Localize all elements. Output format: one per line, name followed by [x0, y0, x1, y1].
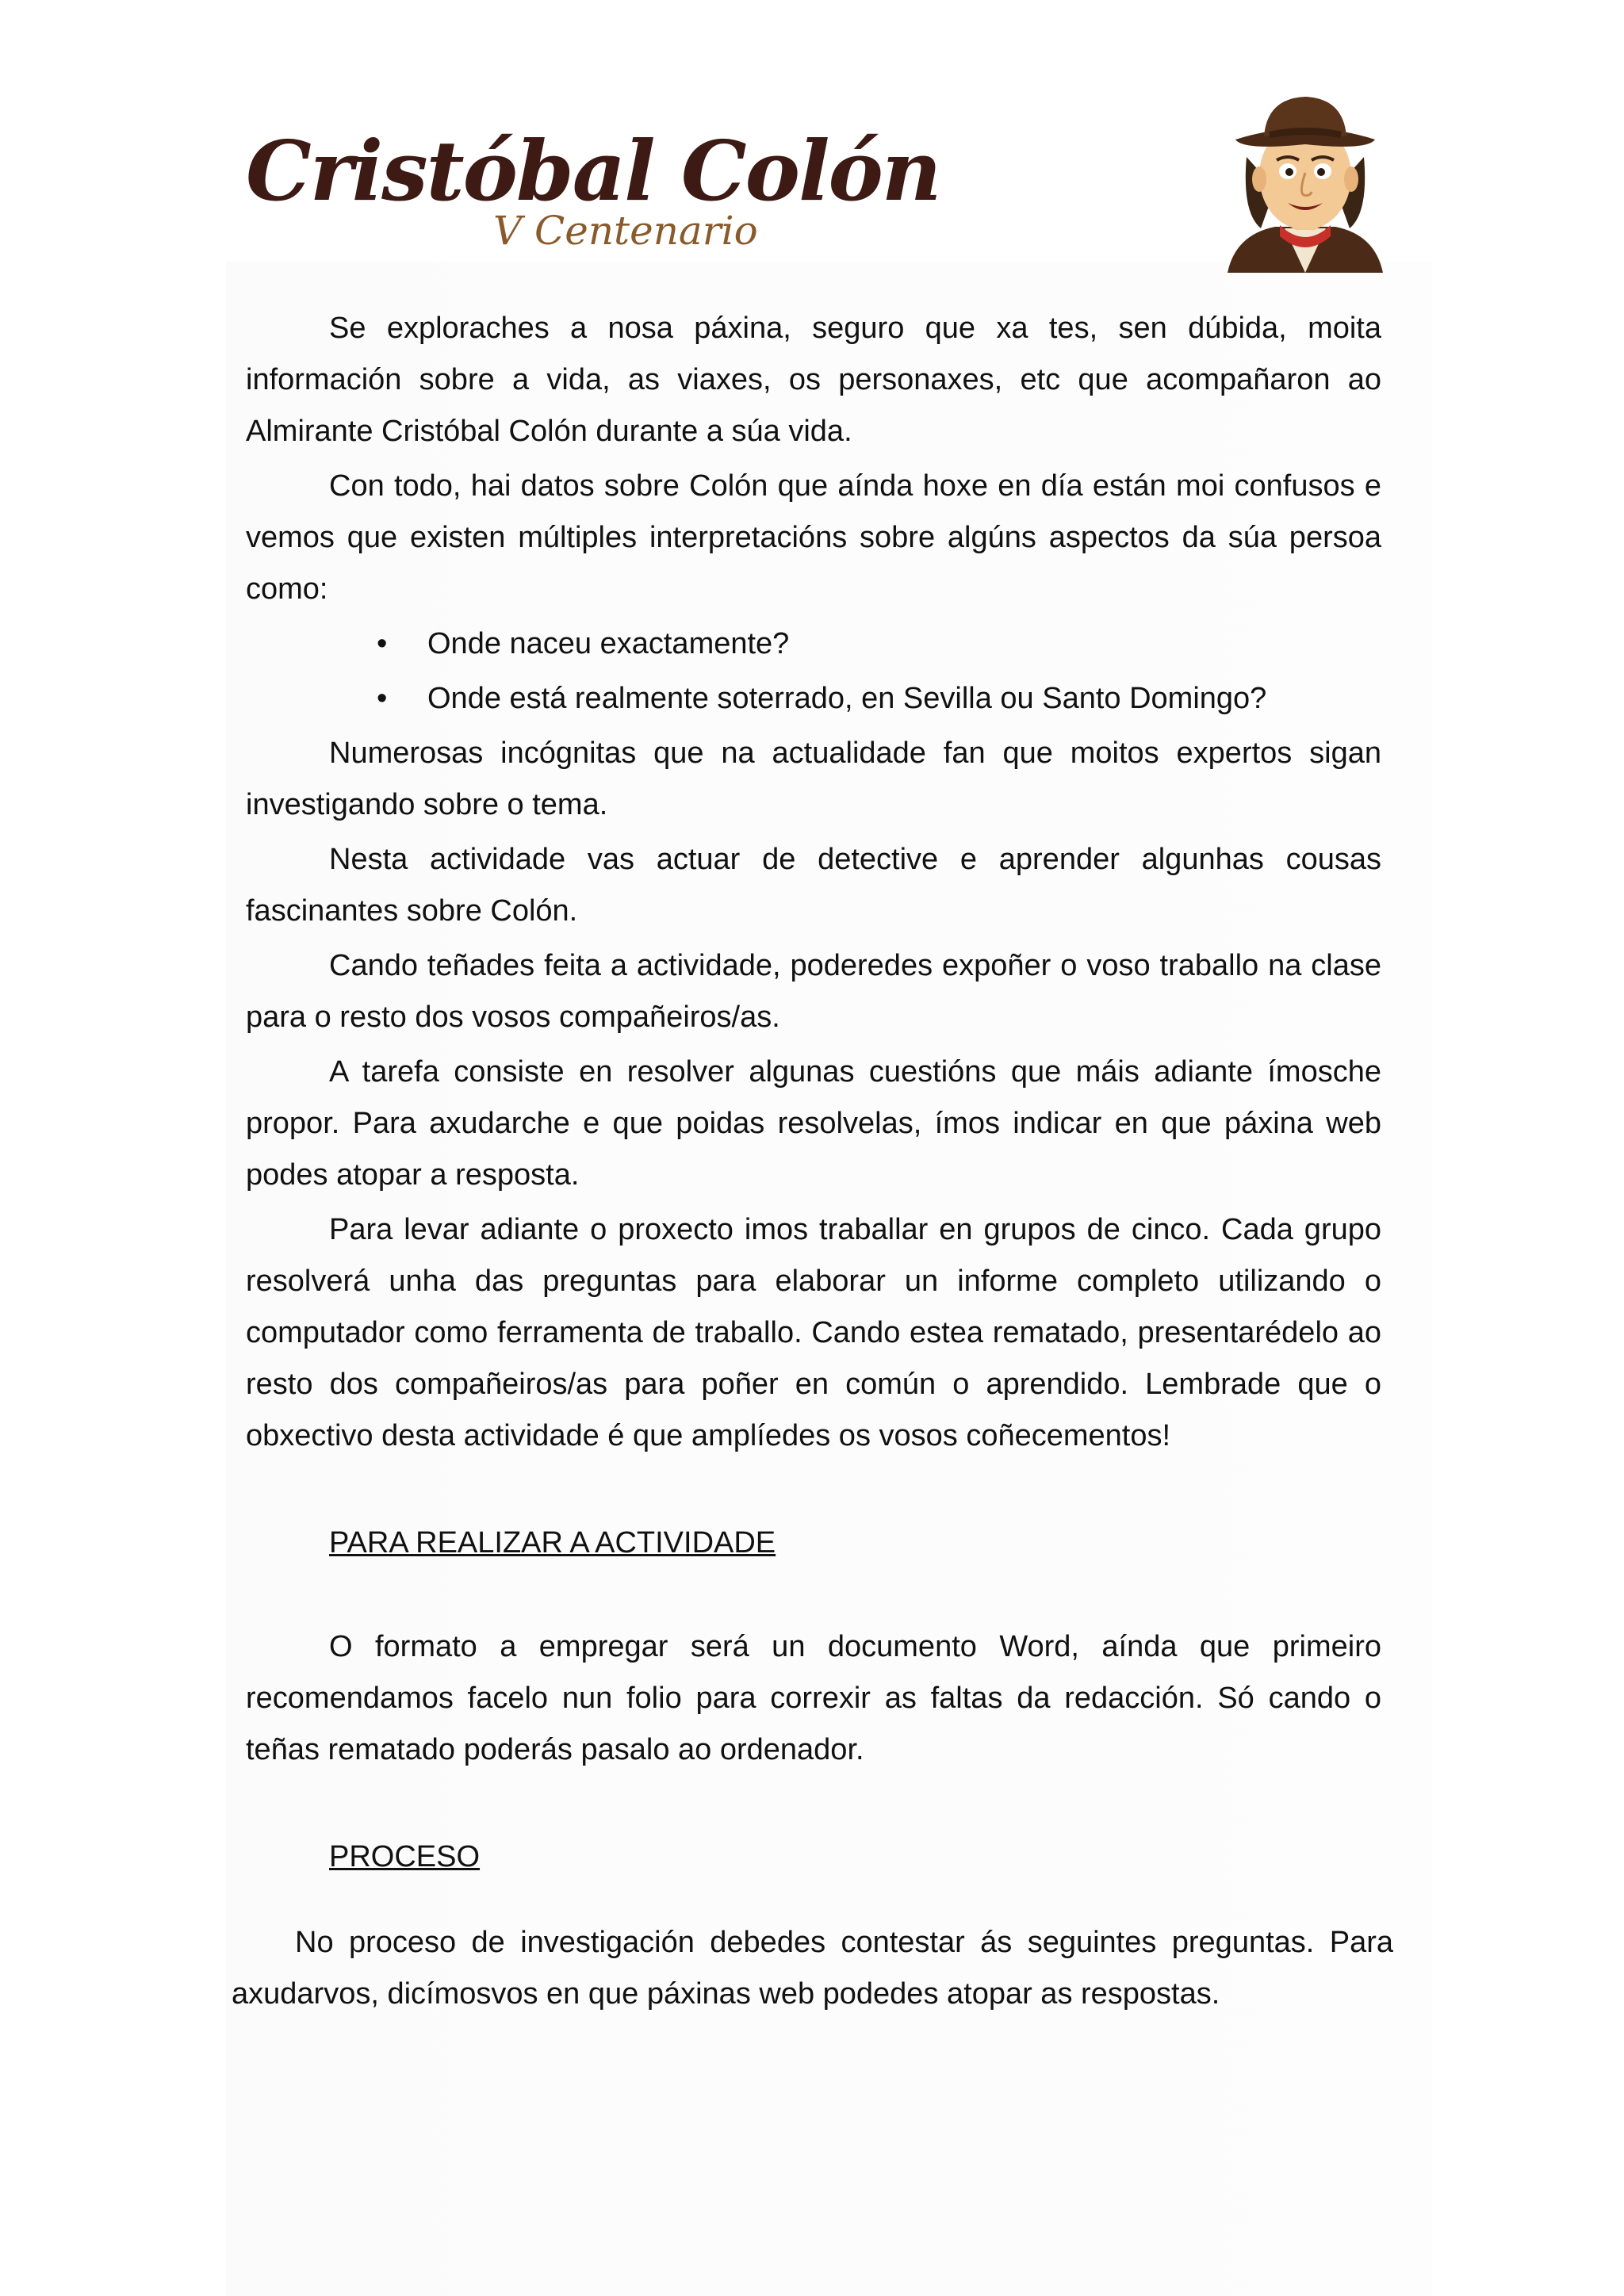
bullet-icon: • [377, 682, 388, 715]
paragraph-presentation: Cando teñades feita a actividade, poderedes expoñer o voso traballo na clase para o resto dos vosos compañeiros/as. [246, 949, 1381, 1034]
bullet-icon: • [377, 627, 388, 660]
cristobal-colon-logo [238, 111, 940, 270]
paragraph-confusion: Con todo, hai datos sobre Colón que aínda hoxe en día están moi confusos e vemos que existen múltiples interpretacións sobre algúns aspectos da súa persoa como: [246, 469, 1381, 606]
questions-list [246, 618, 1381, 725]
heading-realizar: PARA REALIZAR A ACTIVIDADE [329, 1526, 776, 1559]
logo-subtitle: V Centenario [493, 208, 758, 254]
paragraph-intro: Se exploraches a nosa páxina, seguro que xa tes, sen dúbida, moita información sobre a vida, as viaxes, os personaxes, etc que acompañaron ao Almirante Cristóbal Colón durante a súa vida. [246, 312, 1381, 448]
columbus-caricature-icon [1212, 94, 1399, 273]
paragraph-process: No proceso de investigación debedes contestar ás seguintes preguntas. Para axudarvos, dicímosvos en que páxinas web podedes atopar as respostas. [232, 1926, 1393, 2011]
logo-title: Cristóbal Colón [246, 122, 940, 220]
document-body [246, 303, 1381, 1883]
list-item [246, 673, 1381, 725]
paragraph-format: O formato a empregar será un documento Word, aínda que primeiro recomendamos facelo nun folio para correxir as faltas da redacción. Só cando o teñas rematado poderás pasalo ao ordenador. [246, 1630, 1381, 1766]
list-item-text: Onde naceu exactamente? [427, 627, 790, 660]
paragraph-task: A tarefa consiste en resolver algunas cuestións que máis adiante ímosche propor. Para axudarche e que poidas resolvelas, ímos indicar en que páxina web podes atopar a resposta. [246, 1055, 1381, 1192]
paragraph-detective: Nesta actividade vas actuar de detective e aprender algunhas cousas fascinantes sobre Colón. [246, 843, 1381, 928]
list-item [246, 618, 1381, 670]
paragraph-unknowns: Numerosas incógnitas que na actualidade fan que moitos expertos sigan investigando sobre o tema. [246, 737, 1381, 821]
paragraph-groups: Para levar adiante o proxecto imos traballar en grupos de cinco. Cada grupo resolverá unha das preguntas para elaborar un informe completo utilizando o computador como ferramenta de traballo. Cando estea rematado, presentarédelo ao resto dos compañeiros/as para poñer en común o aprendido. Lembrade que o obxectivo desta actividade é que amplíedes os vosos coñecementos! [246, 1213, 1381, 1452]
list-item-text: Onde está realmente soterrado, en Sevilla ou Santo Domingo? [427, 682, 1267, 715]
heading-proceso: PROCESO [329, 1840, 481, 1873]
